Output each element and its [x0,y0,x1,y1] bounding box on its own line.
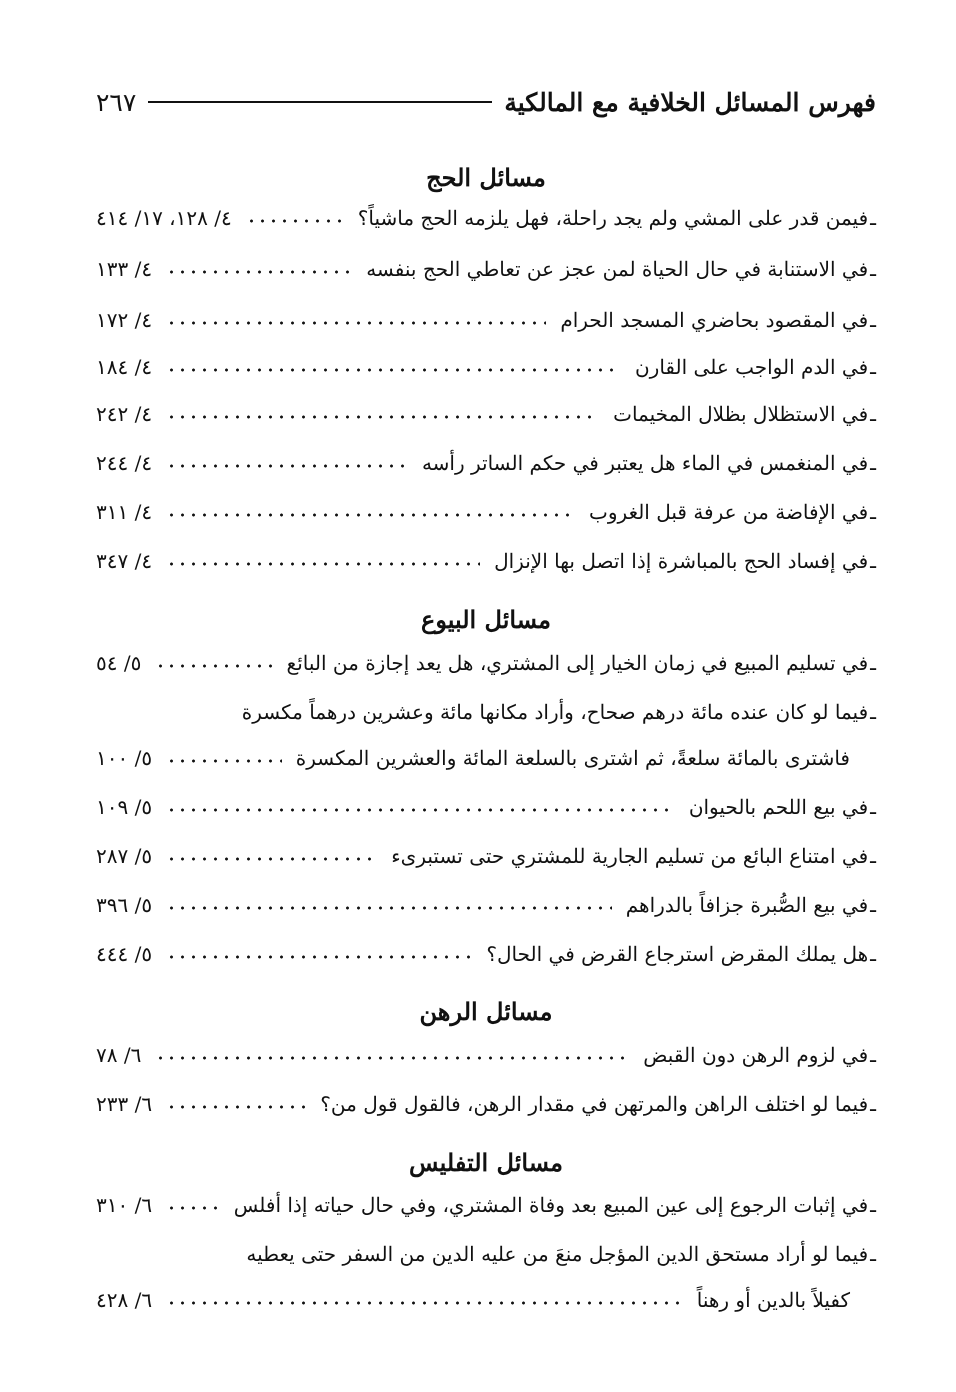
entry-text: في بيع الصُّبرة جزافاً بالدراهم [625,893,869,917]
entry-reference: ٤/ ١٧٢ [96,308,153,332]
dot-leader [166,906,612,910]
index-entry [96,491,876,533]
entry-dash: ـ [870,257,876,281]
entry-reference: ٦/ ٤٢٨ [96,1288,153,1312]
entry-dash: ـ [870,308,876,332]
entry-dash: ـ [870,651,876,675]
index-entry-continuation [96,737,876,779]
section-title-pledge: مسائل الرهن [419,997,553,1026]
entry-text: في المنغمس في الماء هل يعتبر في حكم الساتر رأسه [421,451,869,475]
entry-text: فيما لو اختلف الراهن والمرتهن في مقدار الرهن، فالقول قول من؟ [320,1092,869,1116]
entry-text: فيما لو أراد مستحق الدين المؤجل منعَ من عليه الدين من السفر حتى يعطيه [246,1242,869,1266]
index-entry [96,933,876,975]
dot-leader [166,1105,306,1109]
entry-reference: ٤/ ٢٤٤ [96,451,153,475]
entry-text: كفيلاً بالدين أو رهناً [696,1288,850,1312]
entry-reference: ٤/ ١٨٤ [96,355,153,379]
header-rule [148,101,492,103]
entry-reference: ٤/ ١٣٣ [96,257,153,281]
index-entry [96,197,876,239]
dot-leader [166,415,599,419]
dot-leader [166,562,480,566]
entry-dash: ـ [870,844,876,868]
entry-text: في لزوم الرهن دون القبض [643,1043,869,1067]
entry-reference: ٤/ ٢٤٢ [96,402,153,426]
index-entry [96,835,876,877]
entry-dash: ـ [870,942,876,966]
entry-text: في الدم الواجب على القارن [634,355,869,379]
entry-dash: ـ [870,402,876,426]
entry-dash: ـ [870,355,876,379]
section-title-hajj: مسائل الحج [426,163,546,192]
dot-leader [155,664,272,668]
entry-dash: ـ [870,1092,876,1116]
dot-leader [166,1206,220,1210]
entry-dash: ـ [870,500,876,524]
entry-dash: ـ [870,206,876,230]
index-entry [96,786,876,828]
entry-dash: ـ [870,1193,876,1217]
dot-leader [166,270,352,274]
index-entry [96,1233,876,1275]
entry-text: في تسليم المبيع في زمان الخيار إلى المشتري، هل يعد إجازة من البائع [286,651,869,675]
index-entry [96,1083,876,1125]
entry-reference: ٥/ ٣٩٦ [96,893,153,917]
entry-reference: ٤/ ١٢٨، ١٧/ ٤١٤ [96,206,232,230]
index-entry [96,346,876,388]
entry-dash: ـ [870,451,876,475]
index-entry [96,642,876,684]
entry-dash: ـ [870,795,876,819]
index-entry [96,299,876,341]
entry-reference: ٥/ ١٠٠ [96,746,153,770]
entry-reference: ٦/ ٣١٠ [96,1193,153,1217]
entry-text: في بيع اللحم بالحيوان [688,795,869,819]
dot-leader [166,321,546,325]
index-entry [96,540,876,582]
entry-reference: ٥/ ٢٨٧ [96,844,153,868]
entry-dash: ـ [870,893,876,917]
entry-text: في إفساد الحج بالمباشرة إذا اتصل بها الإنزال [494,549,869,573]
running-header-title: فهرس المسائل الخلافية مع المالكية [504,87,876,117]
entry-text: فيما لو كان عنده مائة درهم صحاح، وأراد مكانها مائة وعشرين درهماً مكسرة [241,700,869,724]
entry-reference: ٤/ ٣١١ [96,500,153,524]
dot-leader [166,513,575,517]
index-entry [96,691,876,733]
index-entry [96,1034,876,1076]
dot-leader [166,368,621,372]
entry-reference: ٥/ ١٠٩ [96,795,153,819]
index-entry [96,393,876,435]
entry-reference: ٦/ ٢٣٣ [96,1092,153,1116]
entry-text: فاشترى بالمائة سلعةً، ثم اشترى بالسلعة المائة والعشرين المكسرة [295,746,850,770]
dot-leader [166,464,408,468]
dot-leader [166,955,472,959]
entry-text: في الإفاضة من عرفة قبل الغروب [589,500,869,524]
index-entry-continuation [96,1279,876,1321]
dot-leader [166,808,675,812]
section-title-sales: مسائل البيوع [421,605,551,634]
entry-text: في الاستنابة في حال الحياة لمن عجز عن تعاطي الحج بنفسه [366,257,869,281]
entry-reference: ٥/ ٤٤٤ [96,942,153,966]
entry-dash: ـ [870,700,876,724]
entry-text: في إثبات الرجوع إلى عين المبيع بعد وفاة المشتري، وفي حال حياته إذا أفلس [233,1193,869,1217]
section-title-bankruptcy: مسائل التفليس [409,1148,563,1177]
entry-dash: ـ [870,1043,876,1067]
dot-leader [166,857,377,861]
entry-dash: ـ [870,549,876,573]
entry-reference: ٦/ ٧٨ [96,1043,142,1067]
dot-leader [166,1301,683,1305]
dot-leader [166,759,282,763]
dot-leader [246,219,344,223]
entry-text: هل يملك المقرض استرجاع القرض في الحال؟ [486,942,869,966]
entry-reference: ٤/ ٣٤٧ [96,549,153,573]
entry-text: في الاستظلال بظلال المخيمات [613,402,869,426]
index-entry [96,248,876,290]
entry-text: في امتناع البائع من تسليم الجارية للمشتري حتى تستبرىء [391,844,869,868]
index-entry [96,1184,876,1226]
index-entry [96,442,876,484]
index-entry [96,884,876,926]
entry-text: فيمن قدر على المشي ولم يجد راحلة، فهل يلزمه الحج ماشياً؟ [357,206,869,230]
entry-reference: ٥/ ٥٤ [96,651,142,675]
entry-dash: ـ [870,1242,876,1266]
running-header [96,82,876,122]
page-number: ٢٦٧ [96,87,137,117]
entry-text: في المقصود بحاضري المسجد الحرام [560,308,869,332]
dot-leader [155,1056,629,1060]
